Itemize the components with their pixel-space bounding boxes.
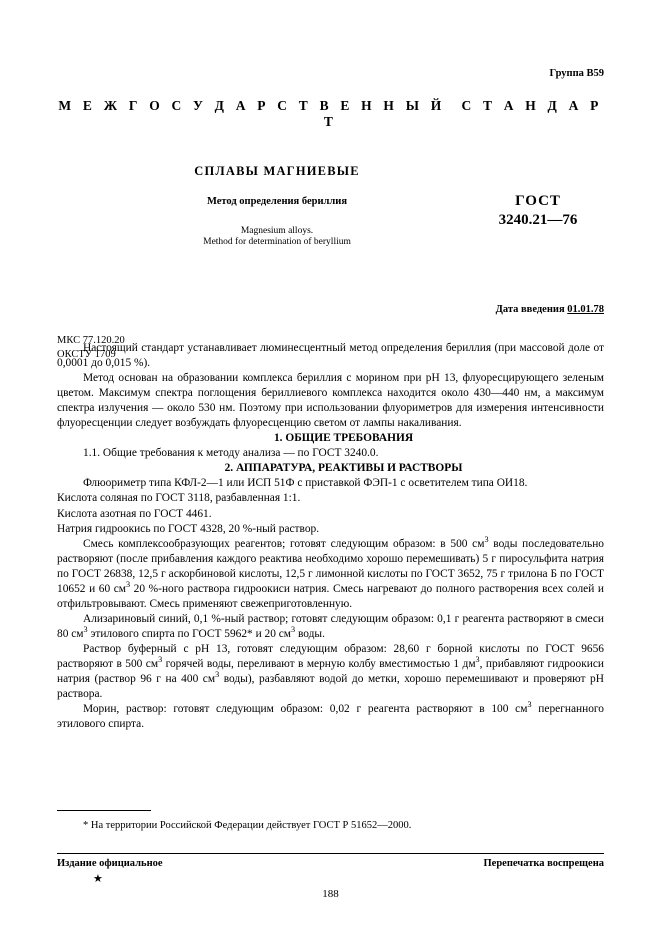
introduction-date-value: 01.01.78: [567, 304, 604, 315]
section-heading-general: 1. ОБЩИЕ ТРЕБОВАНИЯ: [273, 432, 414, 445]
okstu-code: ОКСТУ 1709: [57, 349, 116, 361]
paragraph-buffer-solution: Раствор буферный с рН 13, готовят следующим образом: 28,60 г борной кислоты по ГОСТ 9656 растворяют в 500 $см^3$ горячей воды, переливают в мерную колбу вместимостью 1 $дм^3$, прибавляют гидроокиси натрия (раствор 96 г на 400 $см^3$ воды), разбавляют водой до метки, хорошо перемешивают и проверяют рН раствора.: [57, 642, 604, 701]
document-title: СПЛАВЫ МАГНИЕВЫЕ: [194, 164, 360, 178]
paragraph-morin-solution: Морин, раствор: готовят следующим образом: 0,02 г реагента растворяют в 100 $см^3$ перегнанного этилового спирта.: [57, 700, 604, 731]
footer-right-text: Перепечатка воспрещена: [483, 858, 604, 869]
section-heading-apparatus: 2. АППАРАТУРА, РЕАКТИВЫ И РАСТВОРЫ: [224, 462, 463, 475]
document-subtitle: Метод определения бериллия: [206, 196, 348, 207]
page-footer: [57, 858, 604, 869]
standard-banner: [57, 98, 604, 130]
paragraph-sodium-hydroxide: Натрия гидроокись по ГОСТ 4328, 20 %-ный раствор.: [57, 522, 320, 535]
gost-label: ГОСТ: [515, 193, 561, 209]
paragraph-nitric-acid: Кислота азотная по ГОСТ 4461.: [57, 507, 212, 520]
group-code: Группа В59: [549, 68, 604, 79]
paragraph-method: Метод основан на образовании комплекса бериллия с морином при рН 13, флуоресцирующего зеленым цветом. Максимум спектра поглощения бериллиевого комплекса находится около 430—440 нм, а максимум спектра излучения — около 530 нм. Поэтому при использовании флуориметров для измерения интенсивности флуоресценции следует возбуждать флуоресценцию светом от лампы накаливания.: [57, 372, 604, 430]
paragraph-scope: Настоящий стандарт устанавливает люминесцентный метод определения бериллия (при массовой доле от 0,0001 до 0,015 %).: [57, 342, 604, 370]
page-content: [57, 0, 604, 732]
document-body: [57, 341, 604, 732]
document-subtitle-en: Method for determination of beryllium: [203, 237, 351, 247]
page-number: 188: [322, 888, 339, 900]
footnote-text: * На территории Российской Федерации действует ГОСТ Р 51652—2000.: [83, 820, 412, 831]
gost-designation: [478, 193, 598, 229]
title-left: [112, 164, 442, 247]
introduction-date-label: Дата введения: [495, 304, 565, 315]
standard-banner-word-1: М Е Ж Г О С У Д А Р С Т В Е Н Н Ы Й: [58, 98, 446, 113]
classification-codes: [57, 334, 125, 362]
paragraph-hydrochloric-acid: Кислота соляная по ГОСТ 3118, разбавленная 1:1.: [57, 492, 301, 505]
mks-code: МКС 77.120.20: [57, 335, 125, 346]
star-mark: ★: [93, 873, 103, 885]
footer-divider: [57, 853, 604, 854]
standard-banner-word-2: С Т А Н Д А Р Т: [323, 98, 603, 129]
paragraph-fluorimeter: Флюориметр типа КФЛ-2—1 или ИСП 51Ф с приставкой ФЭП-1 с осветителем типа ОИ18.: [83, 477, 528, 490]
paragraph-1-1: 1.1. Общие требования к методу анализа — по ГОСТ 3240.0.: [83, 447, 379, 460]
paragraph-complexing-mixture: Смесь комплексообразующих реагентов; готовят следующим образом: в 500 $см^3$ воды последовательно растворяют (после прибавления каждого реактива необходимо хорошо перемешивать) 5 г пиросульфита натрия по ГОСТ 26838, 12,5 г аскорбиновой кислоты, 12,5 г лимонной кислоты по ГОСТ 3652, 75 г трилона Б по ГОСТ 10652 и 60 $см^3$ 20 %-ного раствора гидроокиси натрия. Смесь нагревают до полного растворения всех солей и отфильтровывают. Смесь применяют свежеприготовленную.: [57, 534, 605, 610]
introduction-date: [57, 304, 604, 315]
paragraph-alizarin-blue: Ализариновый синий, 0,1 %-ный раствор; готовят следующим образом: 0,1 г реагента растворяют в смеси 80 $см^3$ этилового спирта по ГОСТ 5962* и 20 $см^3$ воды.: [57, 612, 604, 640]
gost-number: 3240.21—76: [498, 212, 578, 228]
footer-left-text: Издание официальное: [57, 858, 163, 869]
footnote-divider: [57, 810, 151, 811]
document-title-en: Magnesium alloys.: [240, 226, 314, 236]
